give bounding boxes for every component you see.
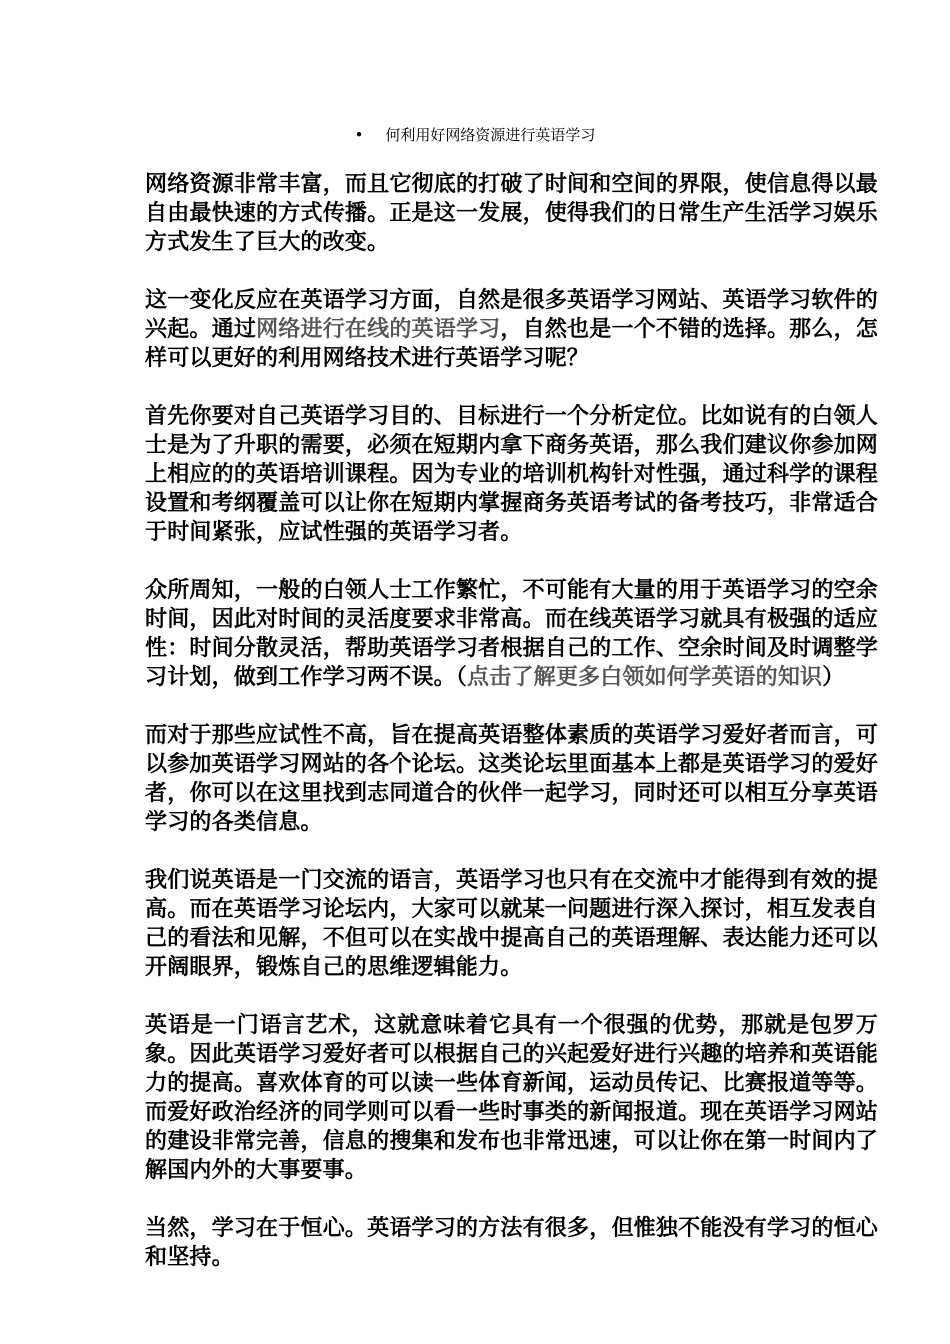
paragraph-4-text-after: ） <box>822 664 845 690</box>
paragraph-2 <box>145 286 878 373</box>
paragraph-3: 首先你要对自己英语学习目的、目标进行一个分析定位。比如说有的白领人士是为了升职的需要，必须在短期内拿下商务英语，那么我们建议你参加网上相应的的英语培训课程。因为专业的培训机构针对性强，通过科学的课程设置和考纲覆盖可以让你在短期内掌握商务英语考试的备考技巧，非常适合于时间紧张，应试性强的英语学习者。 <box>145 403 878 545</box>
document-body <box>145 170 878 1301</box>
paragraph-1: 网络资源非常丰富，而且它彻底的打破了时间和空间的界限，使信息得以最自由最快速的方式传播。正是这一发展，使得我们的日常生产生活学习娱乐方式发生了巨大的改变。 <box>145 171 878 255</box>
paragraph-4 <box>145 576 878 692</box>
paragraph-7: 英语是一门语言艺术，这就意味着它具有一个很强的优势，那就是包罗万象。因此英语学习爱好者可以根据自己的兴起爱好进行兴趣的培养和英语能力的提高。喜欢体育的可以读一些体育新闻，运动员传记、比赛报道等等。而爱好政治经济的同学则可以看一些时事类的新闻报道。现在英语学习网站的建设非常完善，信息的搜集和发布也非常迅速，可以让你在第一时间内了解国内外的大事要事。 <box>145 1012 878 1183</box>
paragraph-4-text-before: 众所周知，一般的白领人士工作繁忙，不可能有大量的用于英语学习的空余时间，因此对时间的灵活度要求非常高。而在线英语学习就具有极强的适应性：时间分散灵活，帮助英语学习者根据自己的工作、空余时间及时调整学习计划，做到工作学习两不误。（ <box>145 577 878 690</box>
paragraph-5: 而对于那些应试性不高，旨在提高英语整体素质的英语学习爱好者而言，可以参加英语学习网站的各个论坛。这类论坛里面基本上都是英语学习的爱好者，你可以在这里找到志同道合的伙伴一起学习，同时还可以相互分享英语学习的各类信息。 <box>145 722 878 835</box>
paragraph-8: 当然，学习在于恒心。英语学习的方法有很多，但惟独不能没有学习的恒心和坚持。 <box>145 1215 878 1270</box>
paragraph-2-text-before: 这一变化反应在英语学习方面，自然是很多英语学习网站、英语学习软件的兴起。通过 <box>145 287 878 342</box>
bullet-dot-icon: • <box>354 126 364 144</box>
document-title-line <box>0 124 950 146</box>
white-collar-english-link[interactable]: 点击了解更多白领如何学英语的知识 <box>467 664 823 690</box>
document-title: 何利用好网络资源进行英语学习 <box>385 126 596 144</box>
online-learning-link[interactable]: 网络进行在线的英语学习 <box>256 316 501 342</box>
paragraph-6: 我们说英语是一门交流的语言，英语学习也只有在交流中才能得到有效的提高。而在英语学习论坛内，大家可以就某一问题进行深入探讨，相互发表自己的看法和见解，不但可以在实战中提高自己的英语理解、表达能力还可以开阔眼界，锻炼自己的思维逻辑能力。 <box>145 867 878 980</box>
paragraph-2-text-after: ，自然也是一个不错的选择。那么，怎样可以更好的利用网络技术进行英语学习呢？ <box>145 316 878 371</box>
